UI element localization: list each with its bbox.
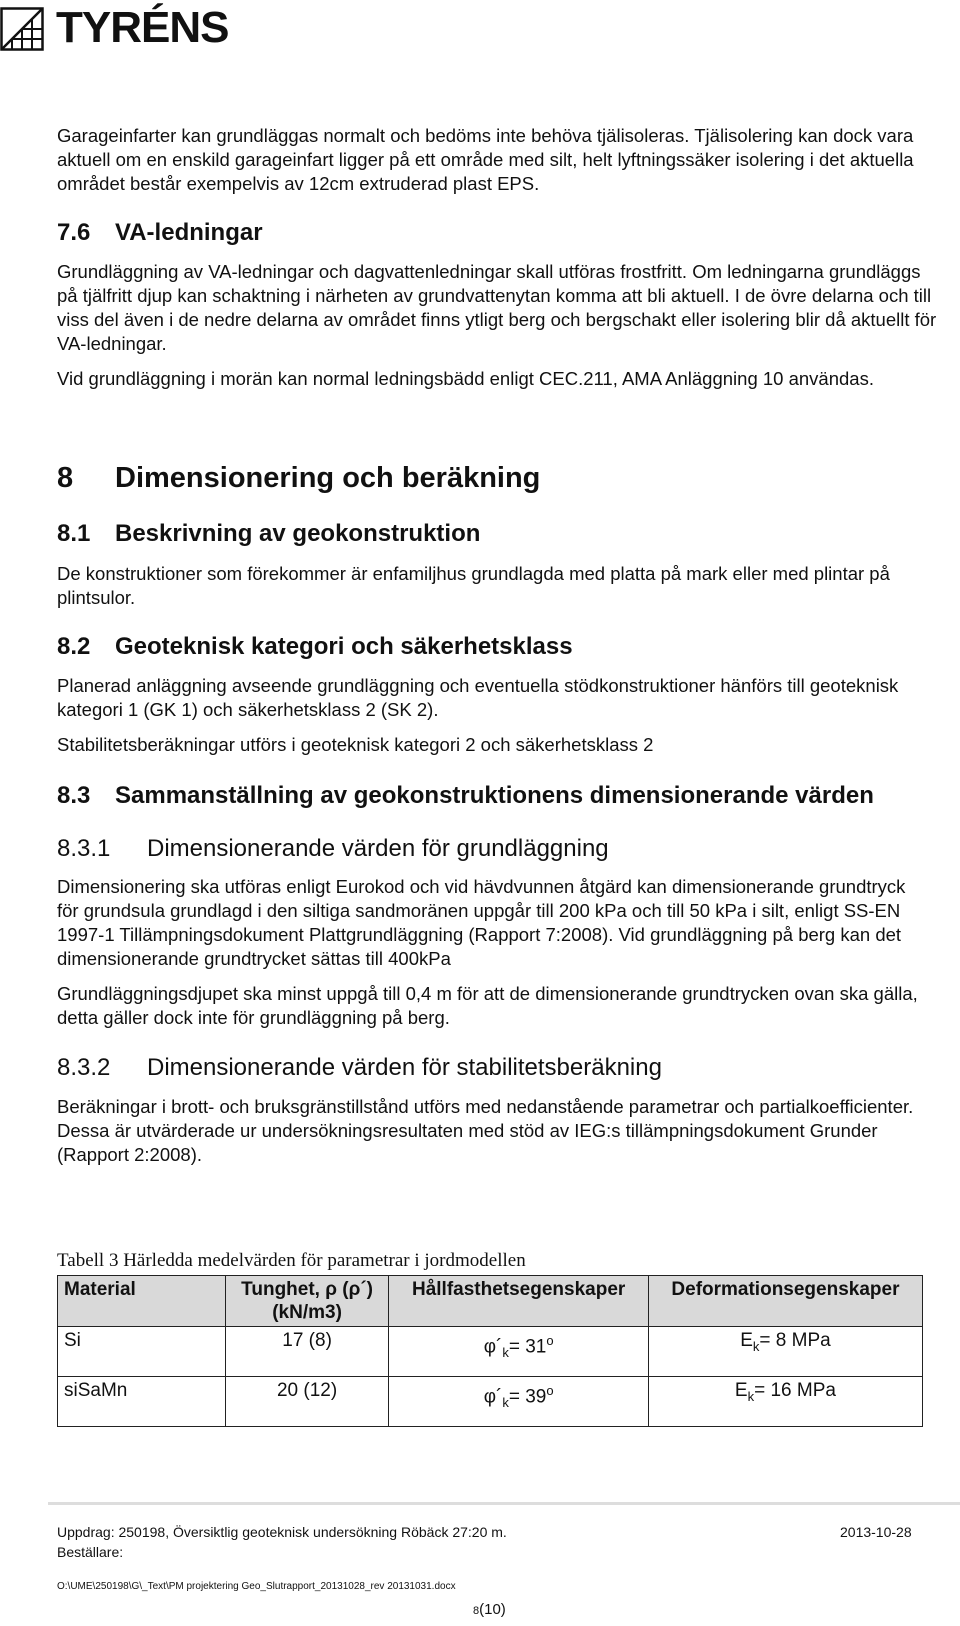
phi-symbol: φ´	[483, 1336, 503, 1358]
heading-title: Beskrivning av geokonstruktion	[115, 520, 481, 547]
e-value: = 16 MPa	[754, 1380, 836, 1401]
header-material: Material	[58, 1276, 226, 1327]
heading-7-6	[57, 219, 263, 247]
footer-client: Beställare:	[57, 1544, 124, 1560]
heading-number: 8.3	[57, 782, 91, 809]
paragraph-8-3-2: Beräkningar i brott- och bruksgränstillstånd utförs med nedanstående parametrar och partialkoefficienter. Dessa är utvärderade ur undersökningsresultaten med stöd av IEG:s tillämpningsdokument Grunder (Rapport 2:2008).	[57, 1096, 914, 1165]
heading-title: Geoteknisk kategori och säkerhetsklass	[115, 633, 573, 660]
e-symbol: E	[734, 1380, 748, 1401]
logo-wordmark: TYRÉNS	[56, 3, 229, 52]
cell-density: 17 (8)	[225, 1327, 389, 1377]
cell-strength	[389, 1327, 649, 1377]
header-strength: Hållfasthetsegenskaper	[389, 1276, 649, 1327]
heading-number: 7.6	[57, 219, 91, 246]
tyrens-logo-icon	[0, 7, 44, 51]
heading-8-3-2	[57, 1054, 662, 1082]
heading-8-3	[57, 782, 874, 810]
e-value: = 8 MPa	[759, 1330, 831, 1351]
degree-mark: o	[546, 1333, 554, 1348]
degree-mark: o	[546, 1383, 554, 1398]
paragraph-8-3-1-a: Dimensionering ska utföras enligt Eurokod och vid hävdvunnen åtgärd kan dimensionerande grundtryck för grundsula grundlagd i den siltiga sandmoränen uppgår till 200 kPa och till 50 kPa i silt, enligt SS-EN 1997-1 Tillämpningsdokument Plattgrundläggning (Rapport 7:2008). Vid grundläggning på berg kan det dimensionerande grundtrycket sättas till 400kPa	[57, 876, 906, 969]
footer-divider	[48, 1502, 960, 1505]
paragraph-8-2-a: Planerad anläggning avseende grundläggning och eventuella stödkonstruktioner hänförs till geoteknisk kategori 1 (GK 1) och säkerhetsklass 2 (SK 2).	[57, 675, 899, 720]
phi-subscript: k	[502, 1345, 509, 1361]
heading-title: Dimensionerande värden för grundläggning	[147, 835, 609, 862]
parameter-table	[57, 1275, 923, 1427]
heading-8	[57, 462, 540, 495]
heading-number: 8.3.1	[57, 835, 111, 862]
heading-title: Dimensionerande värden för stabilitetsberäkning	[147, 1054, 662, 1081]
cell-material: Si	[58, 1327, 226, 1377]
cell-strength	[389, 1377, 649, 1427]
heading-8-2	[57, 633, 573, 661]
footer-date: 2013-10-28	[840, 1524, 912, 1540]
phi-symbol: φ´	[483, 1386, 503, 1408]
heading-number: 8	[57, 462, 74, 494]
paragraph-8-3-1-b: Grundläggningsdjupet ska minst uppgå till 0,4 m för att de dimensionerande grundtrycken ovan ska gälla, detta gäller dock inte för grundläggning på berg.	[57, 983, 918, 1028]
heading-title: VA-ledningar	[115, 219, 263, 246]
heading-number: 8.2	[57, 633, 91, 660]
paragraph-8-1: De konstruktioner som förekommer är enfamiljhus grundlagda med platta på mark eller med plintar på plintsulor.	[57, 563, 890, 608]
heading-number: 8.1	[57, 520, 91, 547]
phi-value: = 31	[508, 1336, 547, 1358]
footer-assignment: Uppdrag: 250198, Översiktlig geoteknisk undersökning Röbäck 27:20 m.	[57, 1524, 507, 1540]
heading-8-3-1	[57, 835, 609, 863]
e-subscript: k	[747, 1388, 755, 1404]
paragraph-7-6-a: Grundläggning av VA-ledningar och dagvattenledningar skall utföras frostfritt. Om ledningarna grundläggs på tjälfritt djup kan schaktning i närheten av grundvattenytan komma att bli aktuell. I de övre delarna och till viss del även i de nedre delarna av området finns ytligt berg och bergschakt eller isolering blir då aktuellt för VA-ledningar.	[57, 261, 937, 354]
header-density-line2: (kN/m3)	[272, 1302, 342, 1323]
table-row	[58, 1377, 923, 1427]
intro-paragraph: Garageinfarter kan grundläggas normalt och bedöms inte behöva tjälisoleras. Tjälisolering kan dock vara aktuell om en enskild garageinfart ligger på ett område med silt, helt lyftningssäker isolering i det aktuella området består exempelvis av 12cm extruderad plast EPS.	[57, 125, 914, 194]
table-row	[58, 1327, 923, 1377]
cell-density: 20 (12)	[225, 1377, 389, 1427]
phi-subscript: k	[502, 1395, 509, 1411]
heading-8-1	[57, 520, 480, 548]
page-current: 8	[473, 1605, 480, 1617]
footer-file-path: O:\UME\250198\G\_Text\PM projektering Geo_Slutrapport_20131028_rev 20131031.docx	[57, 1581, 456, 1592]
paragraph-7-6-b: Vid grundläggning i morän kan normal ledningsbädd enligt CEC.211, AMA Anläggning 10 användas.	[57, 368, 874, 389]
heading-title: Dimensionering och beräkning	[115, 462, 541, 494]
phi-value: = 39	[508, 1386, 547, 1408]
cell-deformation	[648, 1327, 922, 1377]
table-caption: Tabell 3 Härledda medelvärden för parametrar i jordmodellen	[57, 1250, 526, 1271]
e-subscript: k	[752, 1338, 760, 1354]
cell-deformation	[648, 1377, 922, 1427]
heading-number: 8.3.2	[57, 1054, 111, 1081]
e-symbol: E	[740, 1330, 753, 1351]
company-logo	[0, 3, 250, 52]
paragraph-8-2-b: Stabilitetsberäkningar utförs i geoteknisk kategori 2 och säkerhetsklass 2	[57, 734, 654, 755]
heading-title: Sammanställning av geokonstruktionens dimensionerande värden	[115, 782, 874, 809]
page-number	[473, 1601, 506, 1619]
table-header-row	[58, 1276, 923, 1327]
cell-material: siSaMn	[58, 1377, 226, 1427]
header-density-line1: Tunghet, ρ (ρ´)	[241, 1279, 373, 1300]
header-deformation: Deformationsegenskaper	[648, 1276, 922, 1327]
header-density	[225, 1276, 389, 1327]
page-total: (10)	[479, 1601, 506, 1618]
